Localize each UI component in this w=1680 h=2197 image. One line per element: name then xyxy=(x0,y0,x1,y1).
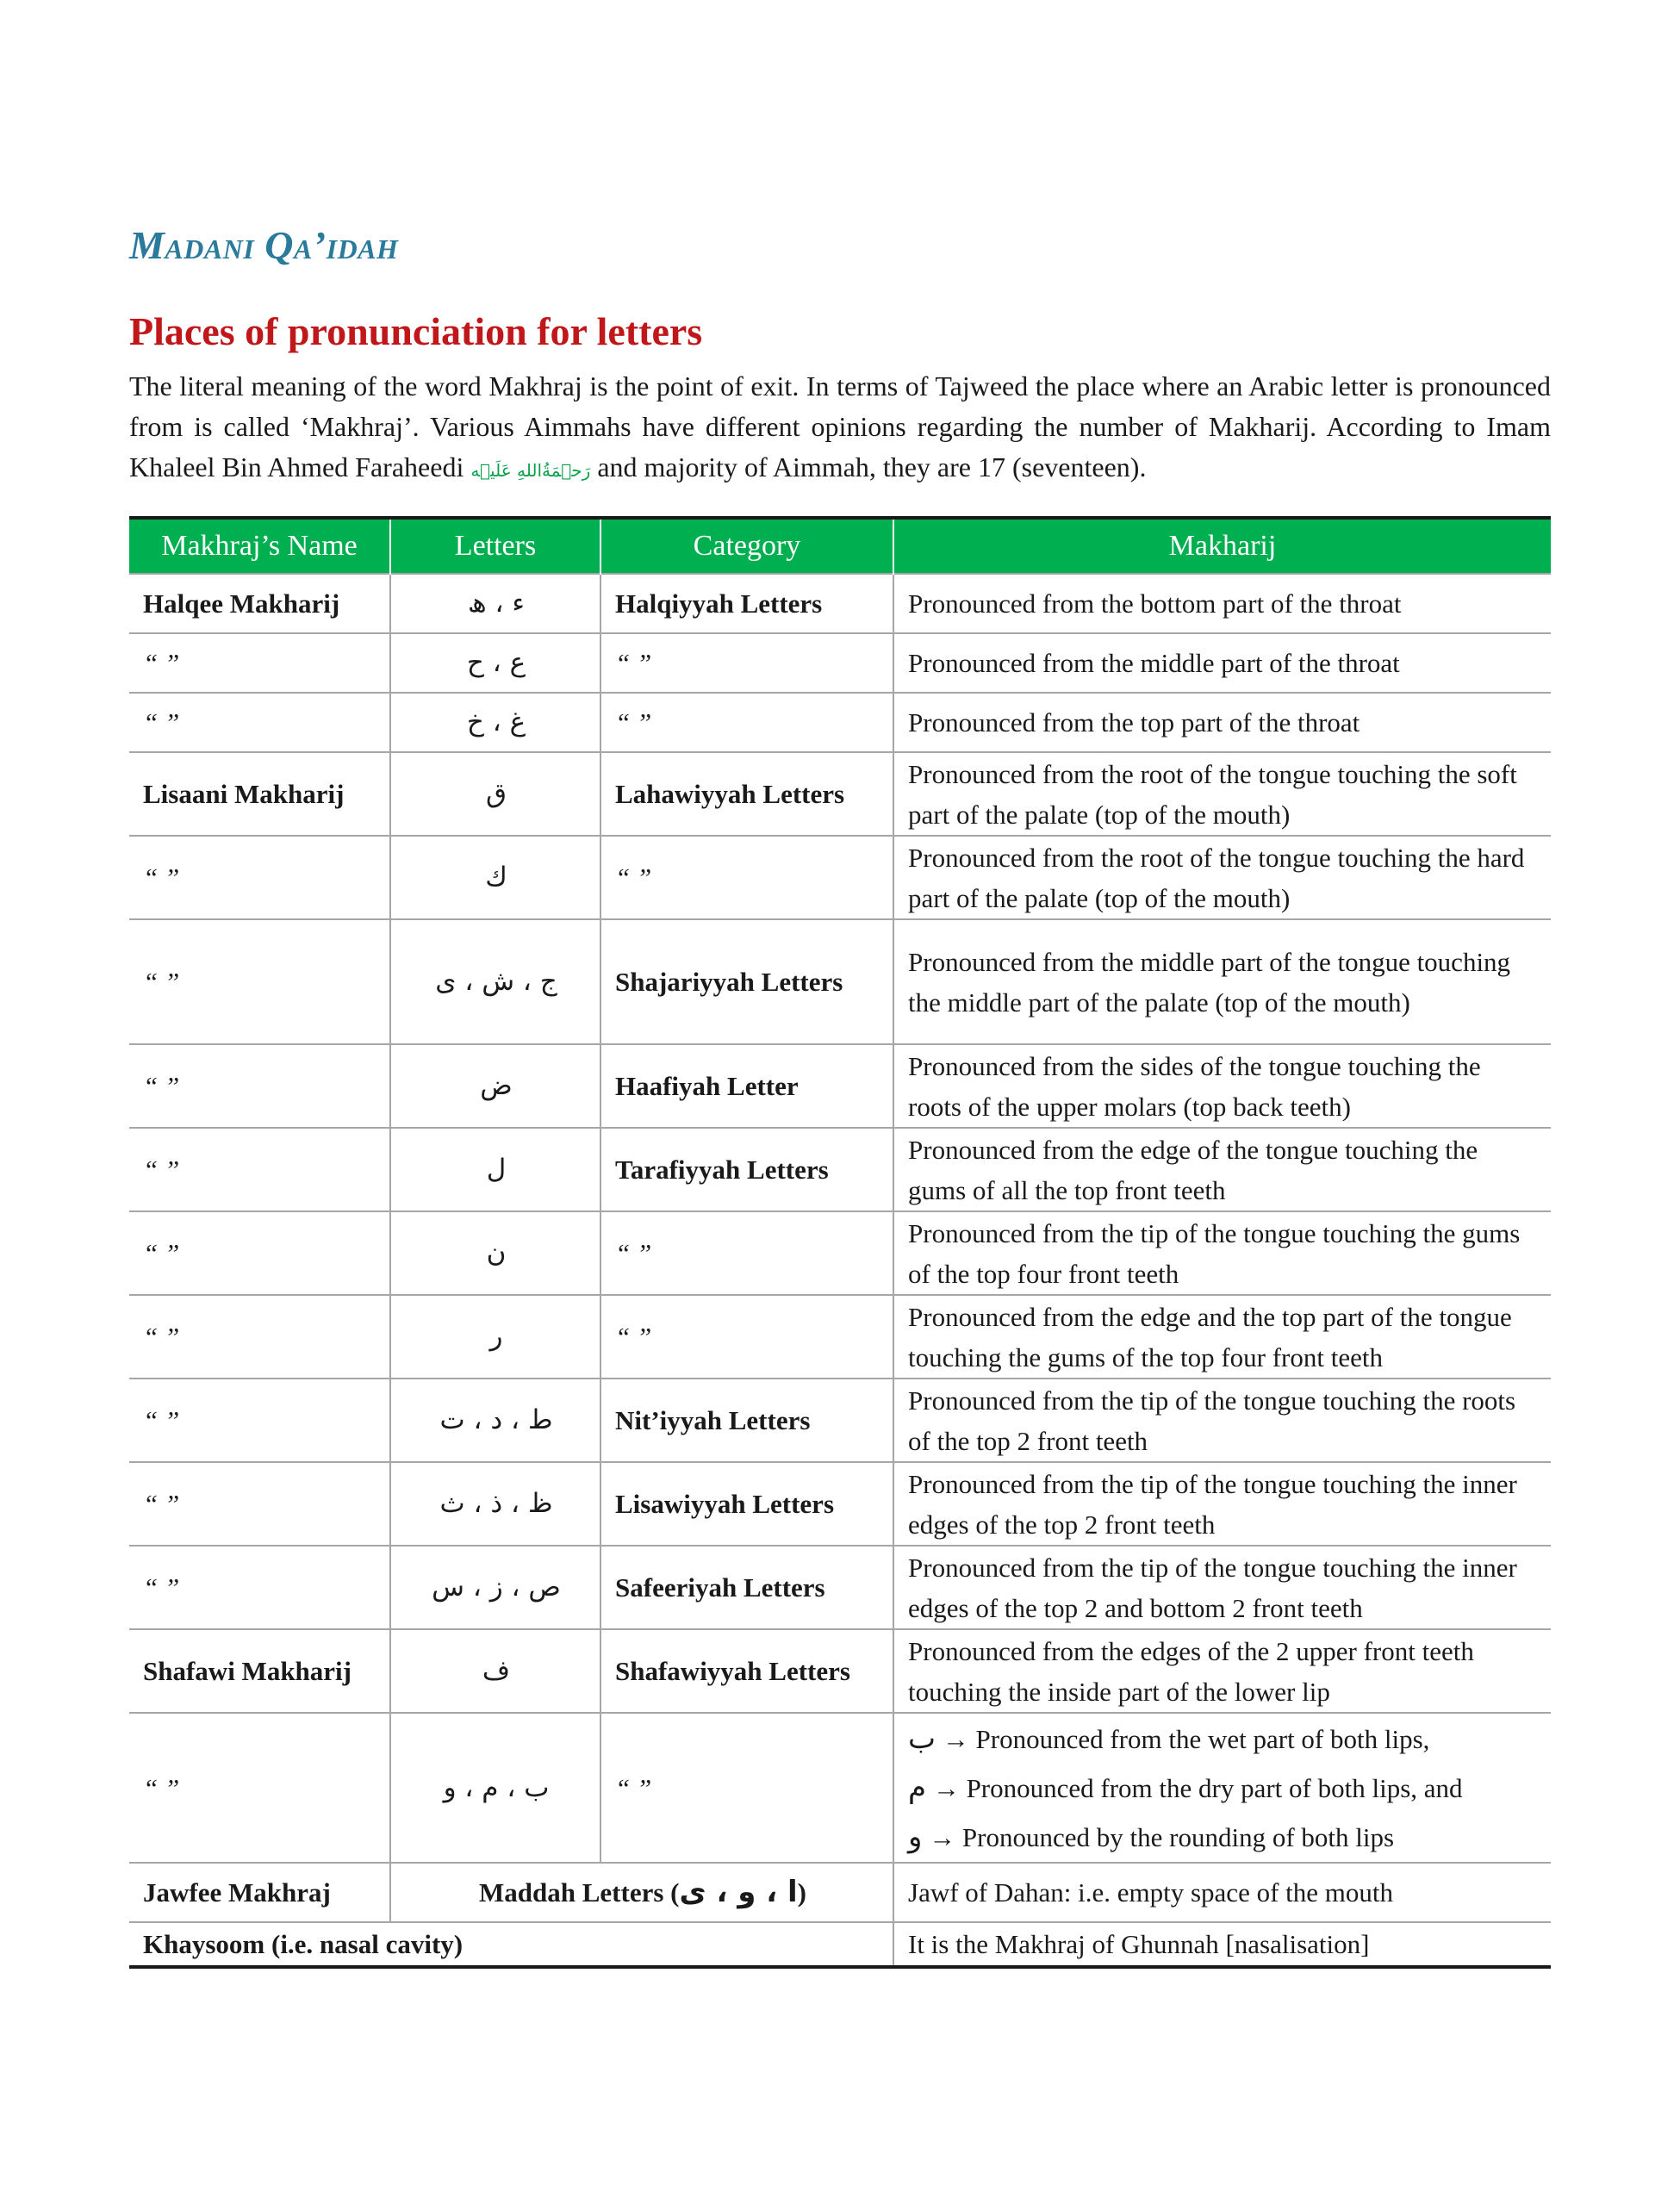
makhraj-name-cell: Jawfee Makhraj xyxy=(129,1863,390,1922)
category-cell: Lisawiyyah Letters xyxy=(600,1462,893,1546)
lip-line xyxy=(908,1715,1539,1764)
letters-cell: ظ ، ذ ، ث xyxy=(390,1462,600,1546)
table-row xyxy=(129,1044,1551,1128)
page-title: Places of pronunciation for letters xyxy=(129,309,703,353)
makhraj-name-cell: “ ” xyxy=(129,1379,390,1462)
table-row xyxy=(129,1863,1551,1922)
letters-cell: ص ، ز ، س xyxy=(390,1546,600,1629)
makhraj-name-cell: “ ” xyxy=(129,1713,390,1863)
table-row xyxy=(129,1629,1551,1713)
makhraj-name-cell: “ ” xyxy=(129,1211,390,1295)
table-row xyxy=(129,1295,1551,1379)
category-cell: Lahawiyyah Letters xyxy=(600,752,893,836)
makhraj-name-cell: Shafawi Makharij xyxy=(129,1629,390,1713)
makharij-table xyxy=(129,516,1551,1969)
category-cell: “ ” xyxy=(600,1211,893,1295)
letters-cell: ض xyxy=(390,1044,600,1128)
description-cell: Pronounced from the bottom part of the throat xyxy=(893,574,1551,633)
honorific-text: رَحۡمَةُاللهِ عَلَيۡه xyxy=(470,460,591,481)
running-head: Madani Qa’idah xyxy=(129,223,399,267)
lip-letter: و xyxy=(908,1819,923,1854)
category-cell: Nit’iyyah Letters xyxy=(600,1379,893,1462)
letters-cell: ج ، ش ، ی xyxy=(390,919,600,1044)
letters-cell: ر xyxy=(390,1295,600,1379)
intro-text-before: The literal meaning of the word Makhraj is the point of exit. In terms of Tajweed the place where an Arabic letter is pronounced from is called ‘Makhraj’. Various Aimmahs have different opinions regarding the number of Makharij. According to Imam Khaleel Bin Ahmed Faraheedi xyxy=(129,370,1551,482)
intro-paragraph xyxy=(129,366,1551,491)
table-body xyxy=(129,574,1551,1967)
table-row xyxy=(129,1546,1551,1629)
header-category: Category xyxy=(600,518,893,574)
description-cell: Pronounced from the top part of the throat xyxy=(893,693,1551,752)
category-cell: “ ” xyxy=(600,1295,893,1379)
makhraj-name-cell: “ ” xyxy=(129,919,390,1044)
category-cell: Shajariyyah Letters xyxy=(600,919,893,1044)
makhraj-name-cell: “ ” xyxy=(129,693,390,752)
makhraj-name-cell: “ ” xyxy=(129,836,390,919)
lip-line xyxy=(908,1813,1539,1862)
lip-line-text: → Pronounced from the dry part of both lips, and xyxy=(932,1772,1463,1803)
khaysoom-name-cell: Khaysoom (i.e. nasal cavity) xyxy=(129,1922,893,1967)
letters-cell: ل xyxy=(390,1128,600,1211)
table-row xyxy=(129,1211,1551,1295)
table-row xyxy=(129,633,1551,693)
description-cell: Pronounced from the edge and the top part of the tongue touching the gums of the top four front teeth xyxy=(893,1295,1551,1379)
header-makharij: Makharij xyxy=(893,518,1551,574)
table-row xyxy=(129,1462,1551,1546)
letters-cell: ك xyxy=(390,836,600,919)
table-row xyxy=(129,693,1551,752)
table-header-row xyxy=(129,518,1551,574)
makhraj-name-cell: Lisaani Makharij xyxy=(129,752,390,836)
header-makhraj-name: Makhraj’s Name xyxy=(129,518,390,574)
description-cell: Pronounced from the tip of the tongue touching the inner edges of the top 2 and bottom 2 front teeth xyxy=(893,1546,1551,1629)
description-cell: Pronounced from the middle part of the throat xyxy=(893,633,1551,693)
description-cell: It is the Makhraj of Ghunnah [nasalisation] xyxy=(893,1922,1551,1967)
table-row xyxy=(129,574,1551,633)
category-cell: Shafawiyyah Letters xyxy=(600,1629,893,1713)
letters-cell: ط ، د ، ت xyxy=(390,1379,600,1462)
letters-cell: ء ، ھ xyxy=(390,574,600,633)
lip-letter: م xyxy=(908,1770,927,1805)
letters-cell: ف xyxy=(390,1629,600,1713)
header-letters: Letters xyxy=(390,518,600,574)
maddah-letters: ا ، و ، ی xyxy=(679,1875,798,1909)
letters-cell: غ ، خ xyxy=(390,693,600,752)
description-cell: Pronounced from the root of the tongue touching the soft part of the palate (top of the mouth) xyxy=(893,752,1551,836)
category-cell: Halqiyyah Letters xyxy=(600,574,893,633)
lip-line xyxy=(908,1764,1539,1813)
letters-cell: ن xyxy=(390,1211,600,1295)
category-cell: Safeeriyah Letters xyxy=(600,1546,893,1629)
makhraj-name-cell: “ ” xyxy=(129,633,390,693)
description-cell: Pronounced from the middle part of the tongue touching the middle part of the palate (top of the mouth) xyxy=(893,919,1551,1044)
table-row xyxy=(129,1713,1551,1863)
category-cell: Tarafiyyah Letters xyxy=(600,1128,893,1211)
makhraj-name-cell: “ ” xyxy=(129,1044,390,1128)
makhraj-name-cell: “ ” xyxy=(129,1128,390,1211)
description-cell: Pronounced from the root of the tongue touching the hard part of the palate (top of the mouth) xyxy=(893,836,1551,919)
description-cell: Pronounced from the tip of the tongue touching the gums of the top four front teeth xyxy=(893,1211,1551,1295)
description-cell: Pronounced from the tip of the tongue touching the roots of the top 2 front teeth xyxy=(893,1379,1551,1462)
letters-cell: ع ، ح xyxy=(390,633,600,693)
maddah-label: Maddah Letters ( xyxy=(479,1877,680,1908)
description-cell: Jawf of Dahan: i.e. empty space of the mouth xyxy=(893,1863,1551,1922)
description-cell: Pronounced from the tip of the tongue touching the inner edges of the top 2 front teeth xyxy=(893,1462,1551,1546)
makhraj-name-cell: “ ” xyxy=(129,1295,390,1379)
lip-letter: ب xyxy=(908,1721,936,1756)
makhraj-name-cell: “ ” xyxy=(129,1462,390,1546)
intro-text-after: and majority of Aimmah, they are 17 (seventeen). xyxy=(597,451,1147,482)
category-cell: “ ” xyxy=(600,693,893,752)
maddah-category-cell xyxy=(390,1863,893,1922)
letters-cell: ق xyxy=(390,752,600,836)
letters-cell: ب ، م ، و xyxy=(390,1713,600,1863)
makhraj-name-cell: Halqee Makharij xyxy=(129,574,390,633)
table-row xyxy=(129,919,1551,1044)
description-cell: Pronounced from the edges of the 2 upper front teeth touching the inside part of the lower lip xyxy=(893,1629,1551,1713)
table-row xyxy=(129,1128,1551,1211)
category-cell: “ ” xyxy=(600,633,893,693)
category-cell: “ ” xyxy=(600,1713,893,1863)
lip-line-text: → Pronounced by the rounding of both lips xyxy=(929,1821,1395,1852)
table-row xyxy=(129,1922,1551,1967)
description-cell xyxy=(893,1713,1551,1863)
description-cell: Pronounced from the edge of the tongue touching the gums of all the top front teeth xyxy=(893,1128,1551,1211)
makhraj-name-cell: “ ” xyxy=(129,1546,390,1629)
category-cell: Haafiyah Letter xyxy=(600,1044,893,1128)
category-cell: “ ” xyxy=(600,836,893,919)
table-row xyxy=(129,752,1551,836)
maddah-close: ) xyxy=(797,1877,806,1908)
table-row xyxy=(129,836,1551,919)
table-row xyxy=(129,1379,1551,1462)
lip-line-text: → Pronounced from the wet part of both lips, xyxy=(942,1723,1430,1754)
description-cell: Pronounced from the sides of the tongue touching the roots of the upper molars (top back teeth) xyxy=(893,1044,1551,1128)
